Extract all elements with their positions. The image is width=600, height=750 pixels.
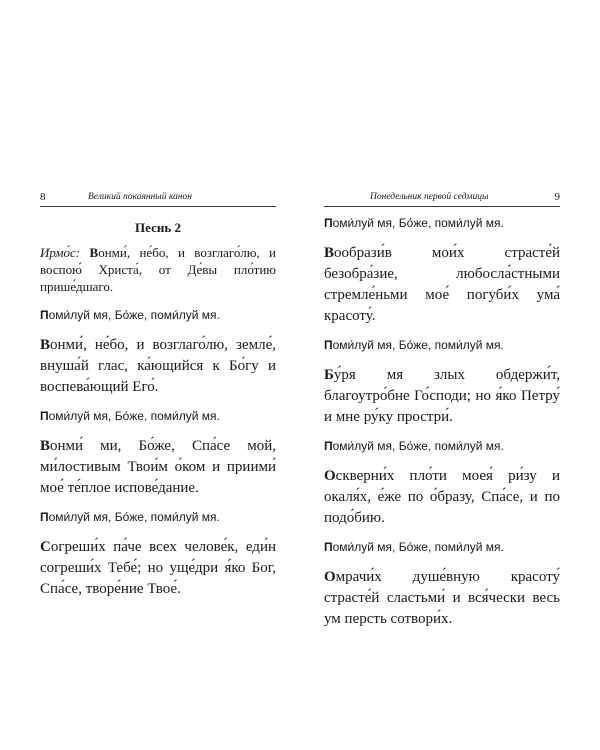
irmos [40, 244, 276, 295]
running-title: Великий покаянный канон [88, 192, 192, 202]
refrain-text: оми́луй мя, Бо́же, поми́луй мя. [48, 510, 220, 524]
verse-text: ообрази́в мои́х страсте́й безобра́зие, любосла́стными стремле́ньми мое́ погуби́х ума́ красоту́. [324, 245, 560, 324]
refrain [324, 337, 560, 353]
drop-cap: П [40, 510, 49, 524]
refrain [40, 307, 276, 323]
drop-cap: Б [324, 367, 334, 383]
drop-cap: П [40, 308, 49, 322]
verse [324, 567, 560, 630]
refrain [324, 438, 560, 454]
verse [324, 243, 560, 327]
page-number: 8 [40, 191, 46, 203]
running-title: Понедельник первой седмицы [370, 192, 489, 202]
irmos-label: Ирмо́с: [40, 245, 81, 260]
drop-cap: П [324, 540, 333, 554]
drop-cap: П [324, 216, 333, 230]
drop-cap: С [40, 539, 51, 555]
drop-cap: П [324, 338, 333, 352]
refrain-text: оми́луй мя, Бо́же, поми́луй мя. [332, 216, 504, 230]
page-header [324, 190, 560, 207]
drop-cap: В [40, 438, 51, 454]
verse-text: огреши́х па́че всех челове́к, еди́н согреши́х Тебе́; но уще́дри я́ко Бог, Спа́се, творе́ние Твое́. [40, 539, 276, 597]
drop-cap: В [324, 245, 335, 261]
verse [40, 436, 276, 499]
drop-cap: П [40, 409, 49, 423]
verse-text: мрачи́х душе́вную красоту́ страсте́й сластьми́ и вся́чески весь ум персть сотвори́х. [324, 569, 560, 627]
verse [40, 335, 276, 398]
refrain [324, 215, 560, 231]
page-header [40, 190, 276, 207]
irmos-text: онми́, не́бо, и возглаго́лю, и воспою́ Христа́, от Де́вы пло́тию прише́дшаго. [40, 245, 277, 294]
refrain-text: оми́луй мя, Бо́же, поми́луй мя. [332, 439, 504, 453]
drop-cap: О [324, 569, 336, 585]
verse [324, 466, 560, 529]
song-title: Песнь 2 [135, 220, 181, 235]
refrain-text: оми́луй мя, Бо́же, поми́луй мя. [332, 338, 504, 352]
drop-cap: П [324, 439, 333, 453]
drop-cap: О [324, 468, 336, 484]
verse-text: онми́, не́бо, и возглаго́лю, земле́, внуша́й глас, ка́ющийся к Бо́гу и воспева́ющий Его́. [40, 337, 276, 395]
verse [40, 537, 276, 600]
right-page [324, 190, 560, 640]
drop-cap: В [40, 337, 51, 353]
verse-text: онми́ ми, Бо́же, Спа́се мой, ми́лостивым Твои́м о́ком и приими́ мое́ те́плое испове́дание. [40, 438, 276, 496]
refrain [40, 408, 276, 424]
refrain-text: оми́луй мя, Бо́же, поми́луй мя. [48, 409, 220, 423]
verse-text: у́ря мя злых обдержи́т, благоутро́бне Го́споди; но я́ко Петру́ и мне ру́ку простри́. [324, 367, 560, 425]
drop-cap: В [89, 245, 99, 260]
verse-text: скверни́х пло́ти моея́ ри́зу и окаля́х, е́же по о́бразу, Спа́се, и по подо́бию. [324, 468, 560, 526]
left-page [40, 190, 276, 610]
refrain-text: оми́луй мя, Бо́же, поми́луй мя. [48, 308, 220, 322]
refrain-text: оми́луй мя, Бо́же, поми́луй мя. [332, 540, 504, 554]
refrain [324, 539, 560, 555]
page-number: 9 [554, 191, 560, 203]
verse [324, 365, 560, 428]
refrain [40, 509, 276, 525]
